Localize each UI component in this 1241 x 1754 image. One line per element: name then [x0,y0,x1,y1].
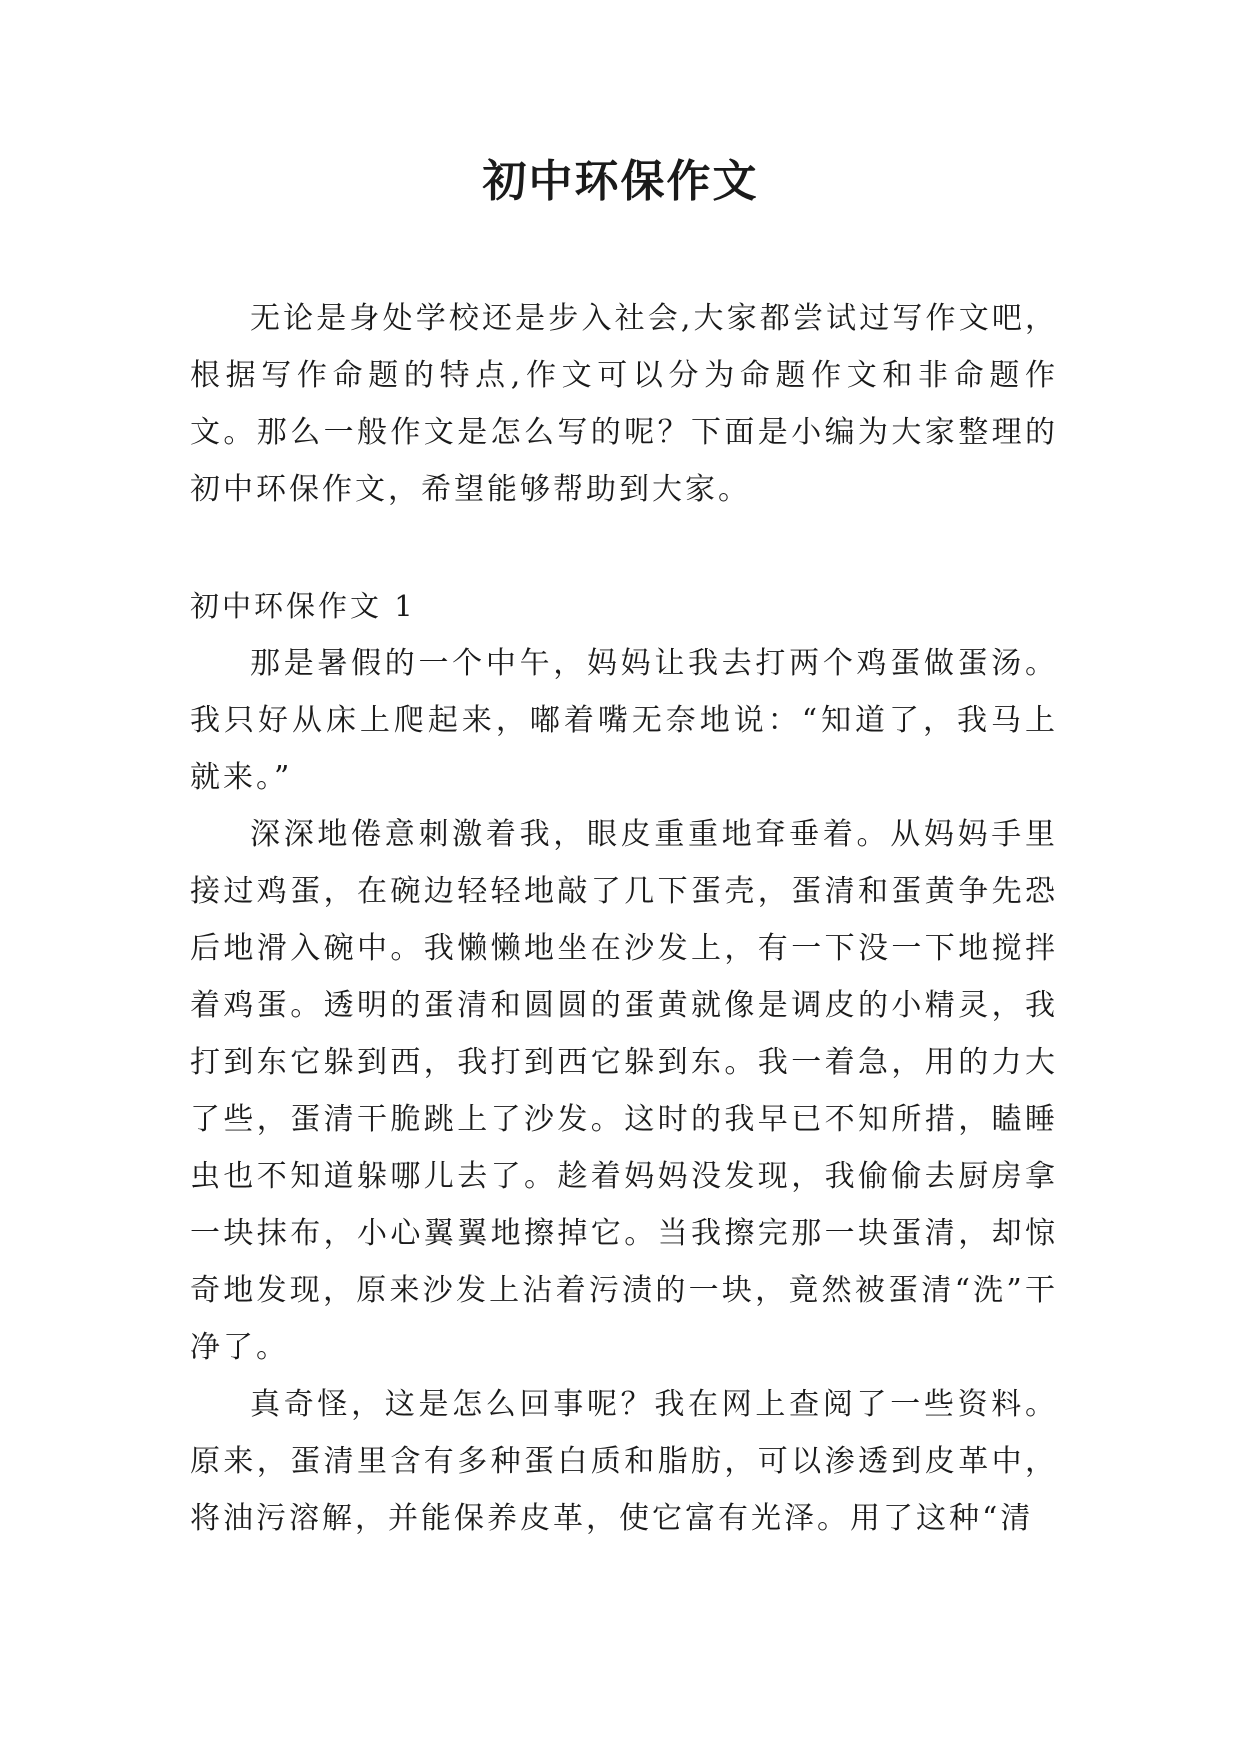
document-title: 初中环保作文 [482,156,759,207]
body-paragraph: 真奇怪，这是怎么回事呢？我在网上查阅了一些资料。原来，蛋清里含有多种蛋白质和脂肪，可以渗透到皮革中，将油污溶解，并能保养皮革，使它富有光泽。用了这种“清 [190,1387,1058,1536]
intro-paragraph: 无论是身处学校还是步入社会,大家都尝试过写作文吧，根据写作命题的特点,作文可以分为命题作文和非命题作文。那么一般作文是怎么写的呢？下面是小编为大家整理的初中环保作文，希望能够帮助到大家。 [190,301,1058,507]
body-paragraph: 那是暑假的一个中午，妈妈让我去打两个鸡蛋做蛋汤。我只好从床上爬起来，嘟着嘴无奈地说：“知道了，我马上就来。” [190,646,1058,795]
document-body [190,290,1058,1547]
section-heading: 初中环保作文 1 [190,589,416,623]
body-paragraph: 深深地倦意刺激着我，眼皮重重地耷垂着。从妈妈手里接过鸡蛋，在碗边轻轻地敲了几下蛋壳，蛋清和蛋黄争先恐后地滑入碗中。我懒懒地坐在沙发上，有一下没一下地搅拌着鸡蛋。透明的蛋清和圆圆的蛋黄就像是调皮的小精灵，我打到东它躲到西，我打到西它躲到东。我一着急，用的力大了些，蛋清干脆跳上了沙发。这时的我早已不知所措，瞌睡虫也不知道躲哪儿去了。趁着妈妈没发现，我偷偷去厨房拿一块抹布，小心翼翼地擦掉它。当我擦完那一块蛋清，却惊奇地发现，原来沙发上沾着污渍的一块，竟然被蛋清“洗”干净了。 [190,817,1058,1365]
